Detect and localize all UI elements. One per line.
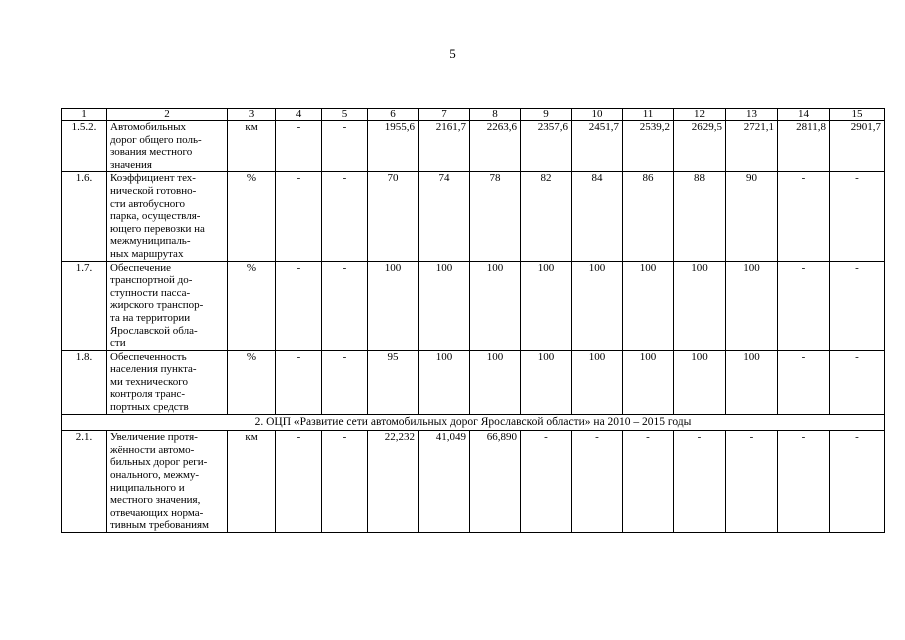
value-cell: 86: [623, 172, 674, 261]
value-cell: 2451,7: [572, 121, 623, 172]
value-cell: 100: [470, 261, 521, 350]
value-cell: 2811,8: [778, 121, 830, 172]
column-header: 9: [521, 109, 572, 121]
value-cell: -: [322, 350, 368, 414]
column-header: 7: [419, 109, 470, 121]
row-number: 1.6.: [62, 172, 107, 261]
indicator-name-line: Обеспеченность: [110, 350, 187, 363]
value-cell: -: [276, 431, 322, 533]
column-header: 2: [107, 109, 228, 121]
column-header: 6: [368, 109, 419, 121]
column-header: 8: [470, 109, 521, 121]
indicator-name-line: бильных дорог реги-: [110, 456, 208, 469]
value-cell: 2357,6: [521, 121, 572, 172]
value-cell: 100: [368, 261, 419, 350]
value-cell: 84: [572, 172, 623, 261]
value-cell: 82: [521, 172, 572, 261]
section-title: 2. ОЦП «Развитие сети автомобильных дорог Ярославской области» на 2010 – 2015 годы: [62, 414, 885, 431]
value-cell: 2263,6: [470, 121, 521, 172]
value-cell: -: [830, 350, 885, 414]
value-cell: -: [623, 431, 674, 533]
value-cell: 100: [521, 350, 572, 414]
indicator-name-line: онального, межму-: [110, 469, 200, 482]
row-number: 1.5.2.: [62, 121, 107, 172]
column-header: 14: [778, 109, 830, 121]
value-cell: 100: [419, 261, 470, 350]
indicator-name-line: портных средств: [110, 401, 189, 414]
value-cell: 2539,2: [623, 121, 674, 172]
value-cell: 88: [674, 172, 726, 261]
table-row: [62, 350, 885, 414]
value-cell: 66,890: [470, 431, 521, 533]
row-number: 2.1.: [62, 431, 107, 533]
column-header: 11: [623, 109, 674, 121]
value-cell: 100: [726, 350, 778, 414]
unit-cell: %: [228, 172, 276, 261]
value-cell: 100: [521, 261, 572, 350]
value-cell: 2721,1: [726, 121, 778, 172]
value-cell: -: [276, 121, 322, 172]
value-cell: 95: [368, 350, 419, 414]
value-cell: -: [572, 431, 623, 533]
indicator-name-line: ми технического: [110, 375, 189, 388]
indicator-name-line: ниципального и: [110, 481, 185, 494]
value-cell: 100: [674, 350, 726, 414]
unit-cell: км: [228, 121, 276, 172]
table-body: [62, 109, 885, 533]
value-cell: -: [276, 261, 322, 350]
value-cell: -: [726, 431, 778, 533]
value-cell: -: [322, 431, 368, 533]
value-cell: -: [674, 431, 726, 533]
value-cell: -: [276, 350, 322, 414]
indicators-table: [61, 108, 885, 533]
indicator-name-line: транспортной до-: [110, 274, 193, 287]
indicator-name-line: та на территории: [110, 311, 191, 324]
indicator-name-line: тивным требованиям: [110, 519, 210, 532]
value-cell: 100: [419, 350, 470, 414]
value-cell: -: [322, 172, 368, 261]
value-cell: 2161,7: [419, 121, 470, 172]
value-cell: 1955,6: [368, 121, 419, 172]
value-cell: 70: [368, 172, 419, 261]
value-cell: 100: [623, 261, 674, 350]
indicator-name-line: Увеличение протя-: [110, 431, 198, 444]
indicator-name-line: жирского транспор-: [110, 299, 204, 312]
indicator-name-line: отвечающих норма-: [110, 506, 204, 519]
table-row: [62, 261, 885, 350]
value-cell: 100: [470, 350, 521, 414]
column-header: 1: [62, 109, 107, 121]
column-header: 13: [726, 109, 778, 121]
indicator-name-line: нической готовно-: [110, 184, 197, 197]
value-cell: -: [276, 172, 322, 261]
value-cell: -: [322, 121, 368, 172]
indicator-name-line: Ярославской обла-: [110, 324, 198, 337]
unit-cell: км: [228, 431, 276, 533]
value-cell: -: [830, 261, 885, 350]
indicator-name: [107, 261, 228, 350]
row-number: 1.8.: [62, 350, 107, 414]
indicator-name-line: сти автобусного: [110, 197, 185, 210]
indicator-name-line: парка, осуществля-: [110, 210, 201, 223]
unit-cell: %: [228, 261, 276, 350]
indicator-name: [107, 350, 228, 414]
value-cell: 90: [726, 172, 778, 261]
value-cell: 2901,7: [830, 121, 885, 172]
indicator-name-line: значения: [110, 158, 152, 171]
column-header: 4: [276, 109, 322, 121]
value-cell: -: [778, 350, 830, 414]
indicator-name-line: Обеспечение: [110, 261, 171, 274]
table-row: [62, 121, 885, 172]
indicator-name-line: межмуниципаль-: [110, 235, 191, 248]
indicator-name: [107, 431, 228, 533]
column-header: 3: [228, 109, 276, 121]
section-row: [62, 414, 885, 431]
unit-cell: %: [228, 350, 276, 414]
value-cell: 100: [674, 261, 726, 350]
value-cell: 100: [572, 261, 623, 350]
indicator-name-line: ступности пасса-: [110, 286, 191, 299]
indicator-name-line: зования местного: [110, 146, 193, 159]
indicator-name-line: ных маршрутах: [110, 247, 184, 260]
value-cell: -: [830, 172, 885, 261]
value-cell: -: [778, 172, 830, 261]
indicator-name-line: Коэффициент тех-: [110, 172, 196, 185]
value-cell: 100: [572, 350, 623, 414]
column-header: 10: [572, 109, 623, 121]
header-row: [62, 109, 885, 121]
value-cell: -: [778, 431, 830, 533]
value-cell: 22,232: [368, 431, 419, 533]
indicator-name: [107, 172, 228, 261]
indicator-name-line: населения пункта-: [110, 363, 197, 376]
value-cell: 100: [726, 261, 778, 350]
indicator-name-line: ющего перевозки на: [110, 222, 205, 235]
column-header: 15: [830, 109, 885, 121]
column-header: 12: [674, 109, 726, 121]
indicator-name-line: Автомобильных: [110, 121, 187, 133]
indicator-name-line: жённости автомо-: [110, 443, 195, 456]
column-header: 5: [322, 109, 368, 121]
indicator-name: [107, 121, 228, 172]
indicator-name-line: контроля транс-: [110, 388, 186, 401]
page-number: 5: [449, 46, 456, 61]
value-cell: -: [521, 431, 572, 533]
table-row: [62, 431, 885, 533]
value-cell: 78: [470, 172, 521, 261]
value-cell: -: [830, 431, 885, 533]
value-cell: -: [778, 261, 830, 350]
indicator-name-line: дорог общего поль-: [110, 133, 202, 146]
indicator-name-line: сти: [110, 337, 126, 350]
indicator-name-line: местного значения,: [110, 494, 201, 507]
value-cell: 2629,5: [674, 121, 726, 172]
value-cell: 74: [419, 172, 470, 261]
value-cell: 41,049: [419, 431, 470, 533]
table-row: [62, 172, 885, 261]
value-cell: 100: [623, 350, 674, 414]
value-cell: -: [322, 261, 368, 350]
row-number: 1.7.: [62, 261, 107, 350]
